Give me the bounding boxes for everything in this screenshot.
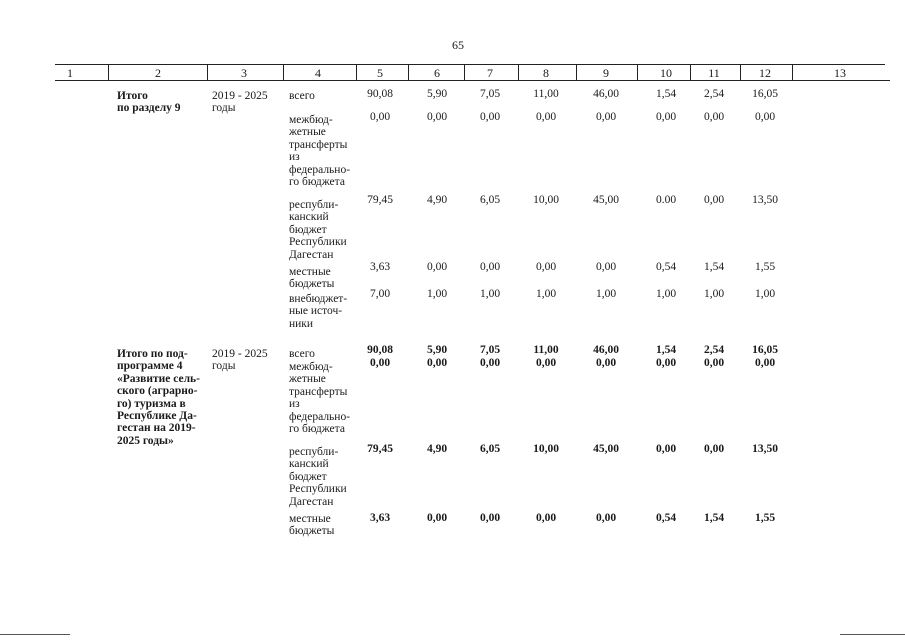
section1-row-label-line: внебюджет- bbox=[289, 293, 348, 305]
section2-value-col-9: 45,00 bbox=[593, 443, 619, 455]
section1-title-line1: Итого bbox=[117, 90, 148, 102]
section2-value-col-12: 13,50 bbox=[752, 443, 778, 455]
bottom-left-rule bbox=[0, 634, 70, 635]
section2-value-col-11: 2,54 bbox=[703, 344, 725, 356]
section2-title bbox=[117, 348, 205, 447]
section2-title-line: «Развитие сель- bbox=[117, 372, 200, 385]
section1-value-col-7: 0,00 bbox=[479, 261, 501, 273]
section1-row-label-line: Дагестан bbox=[289, 248, 334, 261]
section2-value-col-8: 10,00 bbox=[533, 443, 559, 455]
section1-value-col-10: 0.00 bbox=[655, 194, 677, 206]
column-number-7: 7 bbox=[487, 66, 493, 80]
column-number-4: 4 bbox=[315, 66, 321, 80]
header-column-separator bbox=[740, 64, 741, 81]
section1-row-label-line: канский bbox=[289, 211, 329, 224]
column-number-9: 9 bbox=[603, 66, 609, 80]
section2-value-col-6: 0,00 bbox=[426, 357, 448, 369]
section2-value-col-12: 0,00 bbox=[754, 357, 776, 369]
section1-row-label bbox=[289, 266, 334, 291]
column-number-1: 1 bbox=[67, 66, 73, 80]
section1-value-col-5: 7,00 bbox=[369, 288, 391, 300]
section2-row-label bbox=[289, 361, 350, 435]
section2-row-label-line: трансферты bbox=[289, 385, 348, 398]
section2-row-label-line: го бюджета bbox=[289, 423, 345, 436]
header-column-separator bbox=[356, 64, 357, 81]
section2-value-col-7: 0,00 bbox=[479, 357, 501, 369]
section1-value-col-6: 0,00 bbox=[426, 261, 448, 273]
section1-value-col-7: 7,05 bbox=[479, 88, 501, 100]
section2-value-col-7: 7,05 bbox=[479, 344, 501, 356]
section1-value-col-11: 1,54 bbox=[703, 261, 725, 273]
section1-years-line2: годы bbox=[212, 102, 236, 115]
column-number-12: 12 bbox=[759, 66, 771, 80]
section2-title-line: Республике Да- bbox=[117, 410, 197, 423]
section2-value-col-7: 0,00 bbox=[479, 512, 501, 524]
section2-value-col-5: 79,45 bbox=[367, 443, 393, 455]
section2-row-label-line: Дагестан bbox=[289, 495, 334, 508]
section1-row-label bbox=[289, 114, 350, 188]
header-column-separator bbox=[283, 64, 284, 81]
column-number-3: 3 bbox=[241, 66, 247, 80]
section2-value-col-12: 16,05 bbox=[752, 344, 778, 356]
section1-row-label bbox=[289, 199, 347, 261]
section1-value-col-6: 1,00 bbox=[426, 288, 448, 300]
section1-value-col-12: 16,05 bbox=[752, 88, 778, 100]
section1-value-col-7: 0,00 bbox=[479, 111, 501, 123]
section2-value-col-9: 0,00 bbox=[595, 512, 617, 524]
section2-row-label bbox=[289, 446, 347, 508]
header-column-separator bbox=[576, 64, 577, 81]
section1-value-col-12: 0,00 bbox=[754, 111, 776, 123]
section2-value-col-6: 5,90 bbox=[426, 344, 448, 356]
section2-title-line: Итого по под- bbox=[117, 348, 188, 360]
section2-row-label-line: межбюд- bbox=[289, 361, 333, 373]
section2-value-col-6: 0,00 bbox=[426, 512, 448, 524]
section2-row-label bbox=[289, 348, 315, 360]
section2-value-col-8: 11,00 bbox=[533, 344, 559, 356]
section1-row-label-line: жетные bbox=[289, 126, 326, 139]
section1-value-col-8: 10,00 bbox=[533, 194, 559, 206]
section1-value-col-7: 6,05 bbox=[479, 194, 501, 206]
section2-row-label-line: канский bbox=[289, 458, 329, 471]
section1-row-label-line: всего bbox=[289, 90, 315, 102]
section2-value-col-10: 1,54 bbox=[655, 344, 677, 356]
column-number-10: 10 bbox=[660, 66, 672, 80]
section1-value-col-6: 0,00 bbox=[426, 111, 448, 123]
section2-row-label-line: республи- bbox=[289, 446, 339, 458]
section1-title bbox=[117, 90, 181, 115]
column-number-8: 8 bbox=[543, 66, 549, 80]
section1-value-col-11: 0,00 bbox=[703, 111, 725, 123]
section2-row-label-line: бюджет bbox=[289, 470, 327, 483]
section2-value-col-8: 0,00 bbox=[535, 512, 557, 524]
section1-value-col-9: 46,00 bbox=[593, 88, 619, 100]
section1-value-col-6: 5,90 bbox=[426, 88, 448, 100]
header-column-separator bbox=[518, 64, 519, 81]
section2-row-label-line: бюджеты bbox=[289, 525, 335, 538]
section2-value-col-11: 0,00 bbox=[703, 443, 725, 455]
section2-value-col-10: 0,00 bbox=[655, 357, 677, 369]
section2-title-line: ского (аграрно- bbox=[117, 385, 198, 398]
section1-value-col-8: 1,00 bbox=[535, 288, 557, 300]
section1-years bbox=[212, 90, 268, 115]
section2-value-col-11: 1,54 bbox=[703, 512, 725, 524]
section1-value-col-5: 90,08 bbox=[367, 88, 393, 100]
section1-value-col-9: 1,00 bbox=[595, 288, 617, 300]
section2-value-col-5: 3,63 bbox=[369, 512, 391, 524]
section1-row-label-line: федерально- bbox=[289, 163, 351, 176]
column-number-13: 13 bbox=[834, 66, 846, 80]
section2-value-col-10: 0,54 bbox=[655, 512, 677, 524]
section1-row-label-line: местные bbox=[289, 266, 331, 278]
section1-value-col-10: 0,54 bbox=[655, 261, 677, 273]
section2-value-col-9: 0,00 bbox=[595, 357, 617, 369]
header-column-separator bbox=[792, 64, 793, 81]
section1-value-col-9: 45,00 bbox=[593, 194, 619, 206]
section2-value-col-11: 0,00 bbox=[703, 357, 725, 369]
section1-title-line2: по разделу 9 bbox=[117, 102, 181, 115]
section2-value-col-5: 0,00 bbox=[369, 357, 391, 369]
section1-value-col-9: 0,00 bbox=[595, 261, 617, 273]
section2-row-label-line: из bbox=[289, 398, 300, 411]
column-number-5: 5 bbox=[377, 66, 383, 80]
section1-row-label-line: из bbox=[289, 151, 300, 164]
section2-value-col-5: 90,08 bbox=[367, 344, 393, 356]
header-column-separator bbox=[408, 64, 409, 81]
header-column-separator bbox=[690, 64, 691, 81]
section1-value-col-5: 79,45 bbox=[367, 194, 393, 206]
section2-row-label-line: федерально- bbox=[289, 410, 351, 423]
section1-row-label bbox=[289, 293, 347, 330]
section1-value-col-12: 13,50 bbox=[752, 194, 778, 206]
section2-value-col-8: 0,00 bbox=[535, 357, 557, 369]
section1-value-col-6: 4,90 bbox=[426, 194, 448, 206]
section2-row-label bbox=[289, 513, 334, 538]
section2-title-line: гестан на 2019- bbox=[117, 422, 196, 435]
bottom-right-rule bbox=[840, 634, 905, 635]
section1-row-label-line: ные источ- bbox=[289, 305, 343, 318]
section2-value-col-7: 6,05 bbox=[479, 443, 501, 455]
section2-value-col-10: 0,00 bbox=[655, 443, 677, 455]
column-number-2: 2 bbox=[155, 66, 161, 80]
section1-row-label-line: Республики bbox=[289, 236, 347, 249]
section1-row-label-line: бюджеты bbox=[289, 278, 335, 291]
section1-value-col-8: 11,00 bbox=[533, 88, 559, 100]
section2-row-label-line: жетные bbox=[289, 373, 326, 386]
header-column-separator bbox=[637, 64, 638, 81]
section2-title-line: 2025 годы» bbox=[117, 434, 174, 447]
section1-value-col-10: 0,00 bbox=[655, 111, 677, 123]
header-column-separator bbox=[207, 64, 208, 81]
section1-row-label-line: ники bbox=[289, 317, 314, 330]
section1-years-line1: 2019 - 2025 bbox=[212, 90, 268, 102]
section1-value-col-8: 0,00 bbox=[535, 111, 557, 123]
section1-row-label-line: межбюд- bbox=[289, 114, 333, 126]
section1-value-col-11: 1,00 bbox=[703, 288, 725, 300]
section1-value-col-9: 0,00 bbox=[595, 111, 617, 123]
section2-row-label-line: всего bbox=[289, 348, 315, 360]
section1-value-col-10: 1,00 bbox=[655, 288, 677, 300]
section1-value-col-12: 1,00 bbox=[754, 288, 776, 300]
section2-years bbox=[212, 348, 268, 373]
section1-row-label-line: трансферты bbox=[289, 138, 348, 151]
section2-years-line1: 2019 - 2025 bbox=[212, 348, 268, 360]
section1-value-col-7: 1,00 bbox=[479, 288, 501, 300]
section1-row-label-line: республи- bbox=[289, 199, 339, 211]
section1-value-col-5: 0,00 bbox=[369, 111, 391, 123]
section1-value-col-12: 1,55 bbox=[754, 261, 776, 273]
column-number-6: 6 bbox=[434, 66, 440, 80]
header-top-rule bbox=[55, 64, 885, 65]
section1-value-col-10: 1,54 bbox=[655, 88, 677, 100]
column-number-11: 11 bbox=[708, 66, 720, 80]
section1-value-col-11: 2,54 bbox=[703, 88, 725, 100]
section2-value-col-6: 4,90 bbox=[426, 443, 448, 455]
section1-value-col-11: 0,00 bbox=[703, 194, 725, 206]
section2-value-col-9: 46,00 bbox=[593, 344, 619, 356]
section1-row-label bbox=[289, 90, 315, 102]
page-number: 65 bbox=[452, 38, 464, 52]
section1-value-col-5: 3,63 bbox=[369, 261, 391, 273]
section2-title-line: программе 4 bbox=[117, 360, 183, 373]
section2-row-label-line: Республики bbox=[289, 483, 347, 496]
section2-title-line: го) туризма в bbox=[117, 397, 186, 410]
section1-row-label-line: бюджет bbox=[289, 223, 327, 236]
section2-value-col-12: 1,55 bbox=[754, 512, 776, 524]
section1-row-label-line: го бюджета bbox=[289, 176, 345, 189]
section2-row-label-line: местные bbox=[289, 513, 331, 525]
section1-value-col-8: 0,00 bbox=[535, 261, 557, 273]
header-column-separator bbox=[464, 64, 465, 81]
header-column-separator bbox=[108, 64, 109, 81]
section2-years-line2: годы bbox=[212, 360, 236, 373]
